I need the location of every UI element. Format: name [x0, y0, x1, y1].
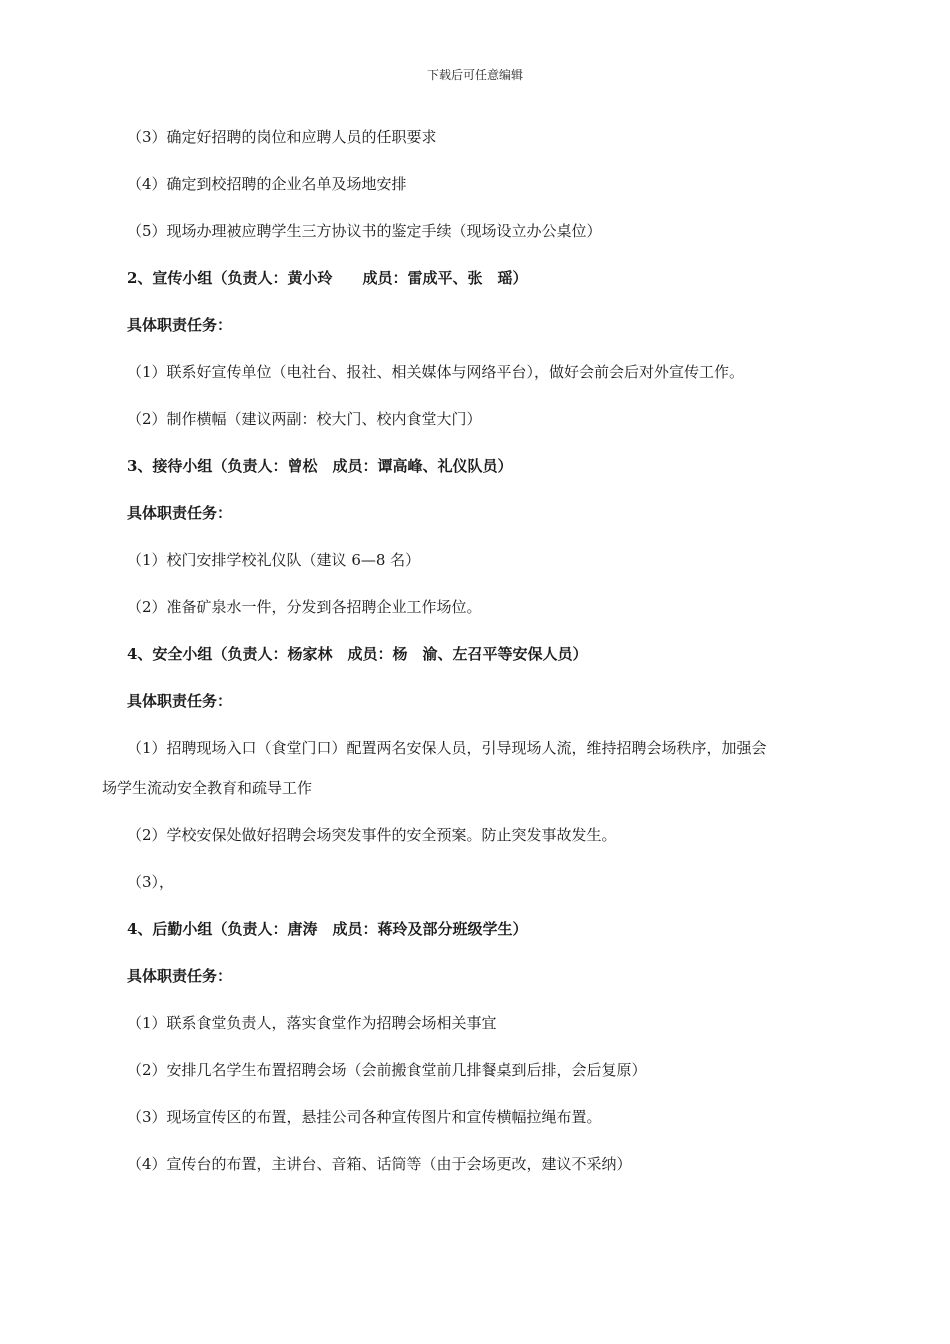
section-heading-publicity: 2、宣传小组（负责人：黄小玲 成员：雷成平、张 瑶） [127, 269, 528, 287]
list-item-continuation: 场学生流动安全教育和疏导工作 [102, 779, 313, 797]
list-item: （3）现场宣传区的布置，悬挂公司各种宣传图片和宣传横幅拉绳布置。 [127, 1108, 602, 1126]
duties-heading: 具体职责任务： [127, 692, 233, 710]
list-item: （3）确定好招聘的岗位和应聘人员的任职要求 [127, 128, 437, 146]
list-item: （4）宣传台的布置，主讲台、音箱、话筒等（由于会场更改，建议不采纳） [127, 1155, 632, 1173]
list-item: （1）联系食堂负责人，落实食堂作为招聘会场相关事宜 [127, 1014, 497, 1032]
list-item: （2）准备矿泉水一件，分发到各招聘企业工作场位。 [127, 598, 482, 616]
section-heading-logistics: 4、后勤小组（负责人：唐涛 成员：蒋玲及部分班级学生） [127, 920, 528, 938]
list-item: （1）招聘现场入口（食堂门口）配置两名安保人员，引导现场人流，维持招聘会场秩序，加强会 [127, 739, 767, 757]
duties-heading: 具体职责任务： [127, 967, 233, 985]
list-item: （1）联系好宣传单位（电社台、报社、相关媒体与网络平台），做好会前会后对外宣传工作。 [127, 363, 745, 381]
list-item: （1）校门安排学校礼仪队（建议 6—8 名） [127, 551, 421, 569]
list-item: （2）制作横幅（建议两副：校大门、校内食堂大门） [127, 410, 482, 428]
list-item: （2）学校安保处做好招聘会场突发事件的安全预案。防止突发事故发生。 [127, 826, 617, 844]
page-header: 下载后可任意编辑 [426, 68, 523, 82]
list-item: （2）安排几名学生布置招聘会场（会前搬食堂前几排餐桌到后排，会后复原） [127, 1061, 647, 1079]
section-heading-security: 4、安全小组（负责人：杨家林 成员：杨 渝、左召平等安保人员） [127, 645, 588, 663]
duties-heading: 具体职责任务： [127, 504, 233, 522]
duties-heading: 具体职责任务： [127, 316, 233, 334]
list-item: （3）， [127, 873, 175, 891]
list-item: （5）现场办理被应聘学生三方协议书的鉴定手续（现场设立办公桌位） [127, 222, 602, 240]
list-item: （4）确定到校招聘的企业名单及场地安排 [127, 175, 407, 193]
section-heading-reception: 3、接待小组（负责人：曾松 成员：谭高峰、礼仪队员） [127, 457, 513, 475]
